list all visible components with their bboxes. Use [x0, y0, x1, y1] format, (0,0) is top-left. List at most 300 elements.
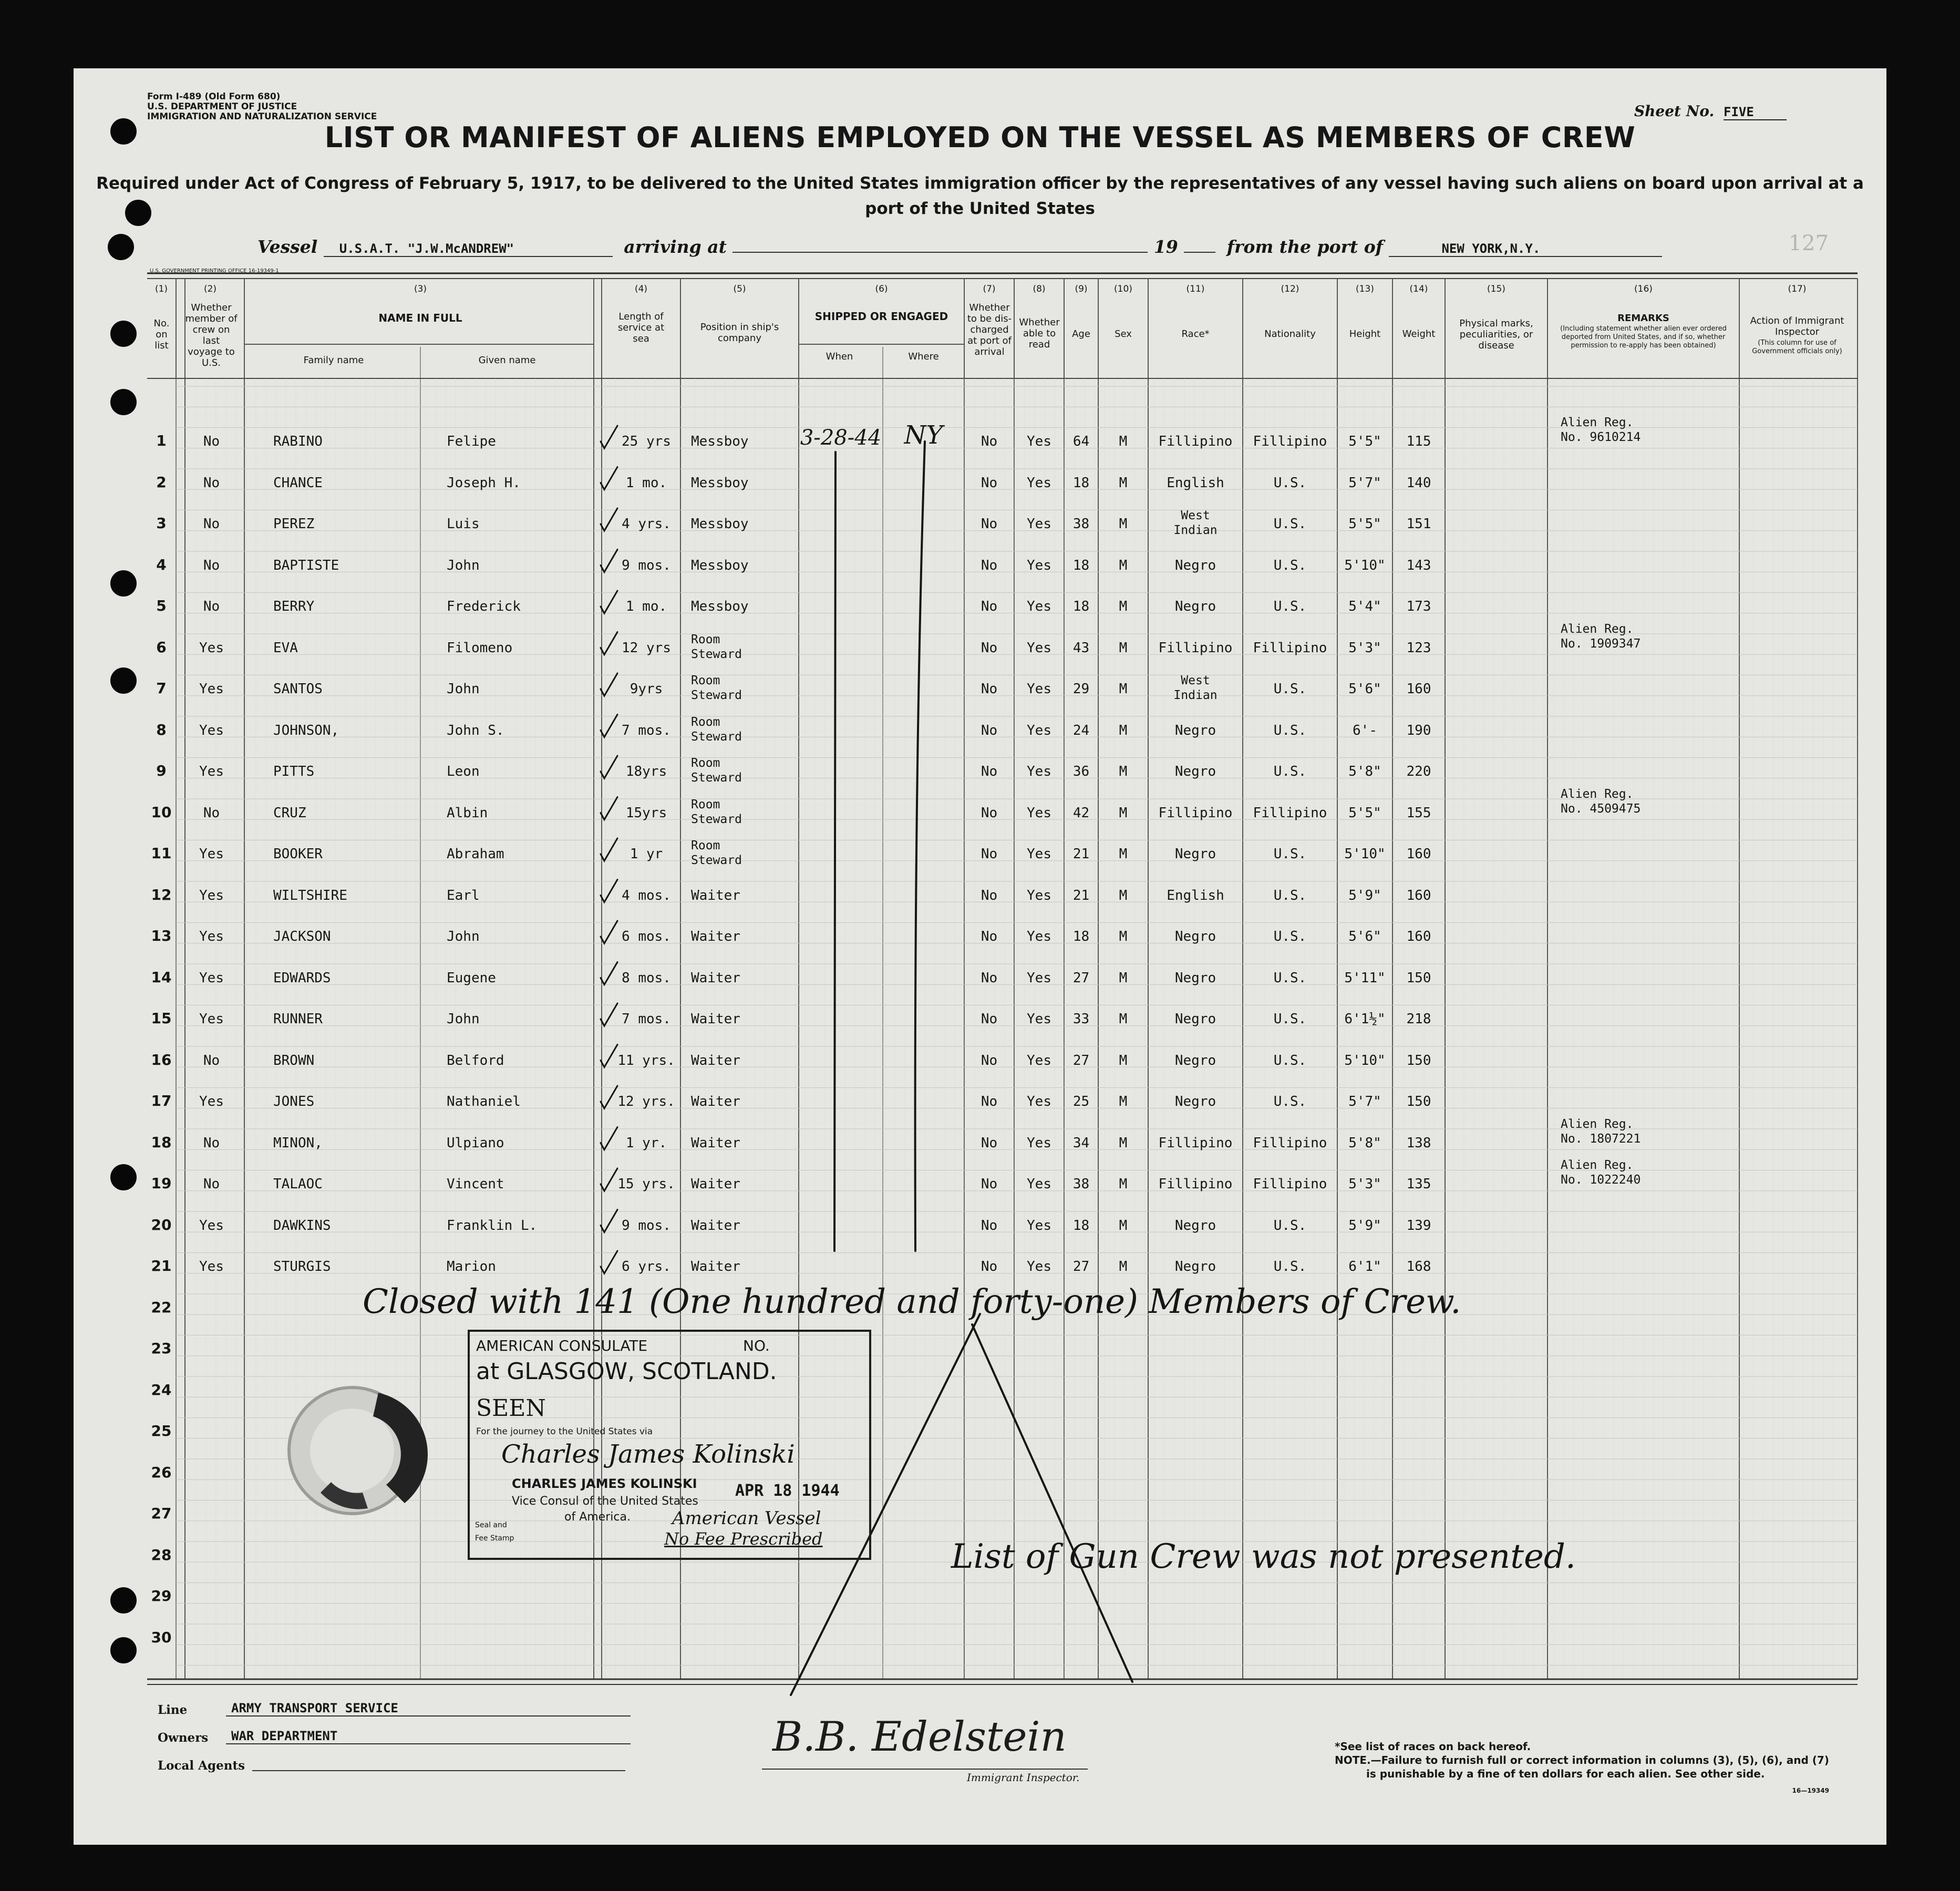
cell-family-name: PEREZ: [273, 516, 315, 532]
cell-remarks: [1561, 1158, 1739, 1187]
cell-given-name: John: [447, 681, 480, 697]
cell-age: 18: [1072, 1217, 1090, 1234]
header-height: Height: [1349, 328, 1381, 340]
cell-remarks-line: No. 1909347: [1561, 636, 1641, 651]
cell-race: [1148, 673, 1243, 703]
cell-height: 5'9": [1348, 1217, 1381, 1234]
cell-member: No: [203, 516, 220, 532]
column-number: (3): [414, 284, 427, 294]
cell-race: Negro: [1174, 557, 1216, 573]
cell-position: [691, 756, 799, 785]
cell-position-line: Steward: [691, 647, 742, 661]
cell-discharged: No: [981, 516, 998, 532]
cell-sex: M: [1119, 1011, 1128, 1027]
cell-member: No: [203, 1176, 220, 1192]
cell-sex: M: [1119, 1135, 1128, 1151]
cell-position: [691, 715, 799, 744]
cell-position: Messboy: [691, 516, 749, 532]
cell-race: Negro: [1174, 1011, 1216, 1027]
cell-race: Negro: [1174, 1052, 1216, 1068]
cell-member: No: [203, 1135, 220, 1151]
consulate-stamp: [468, 1330, 871, 1560]
cell-able-read: Yes: [1027, 1176, 1051, 1192]
cell-service: 9 mos.: [622, 1217, 671, 1234]
row-number: 3: [156, 515, 167, 532]
printing-office-line: U.S. GOVERNMENT PRINTING OFFICE 16-19349-1: [150, 268, 279, 274]
inspector-signature-line: [762, 1769, 1088, 1770]
cell-race: Fillipino: [1158, 640, 1233, 656]
cell-remarks-line: Alien Reg.: [1561, 1158, 1634, 1172]
cell-service: 1 mo.: [625, 599, 667, 614]
cell-discharged: No: [981, 846, 998, 862]
embossed-seal: [273, 1366, 441, 1535]
cell-age: 42: [1072, 805, 1090, 821]
cell-position-line: Steward: [691, 688, 742, 702]
cell-position: Messboy: [691, 434, 749, 449]
cell-remarks: [1561, 787, 1739, 816]
header-action-note: (This column for use of Government officials only): [1752, 339, 1842, 355]
cell-family-name: EDWARDS: [273, 970, 331, 986]
cell-height: 5'7": [1348, 475, 1381, 491]
header-length-service: Length of service at sea: [617, 311, 665, 344]
cell-given-name: John: [447, 929, 480, 944]
row-number: 20: [151, 1216, 172, 1234]
cell-service: 15 yrs.: [617, 1176, 675, 1192]
cell-height: 5'11": [1344, 970, 1386, 986]
cell-nationality: U.S.: [1273, 887, 1307, 903]
cell-race: English: [1167, 887, 1224, 903]
header-remarks-note: (Including statement whether alien ever ordered deported from United States, and if so, whether permission to re-apply has been obtained): [1560, 325, 1727, 350]
cell-service: 7 mos.: [622, 722, 671, 738]
cell-family-name: BERRY: [273, 599, 315, 614]
stamp-handwritten-1: American Vessel: [672, 1508, 821, 1529]
cell-height: 5'3": [1348, 640, 1381, 656]
cell-position: Waiter: [691, 1094, 740, 1109]
cell-able-read: Yes: [1027, 1135, 1051, 1151]
cell-weight: 151: [1406, 516, 1431, 532]
cell-age: 64: [1072, 434, 1090, 449]
vessel-name: U.S.A.T. "J.W.McANDREW": [324, 241, 613, 257]
cell-weight: 160: [1406, 846, 1431, 862]
cell-race: English: [1167, 475, 1224, 491]
cell-member: Yes: [199, 764, 224, 779]
header-family-name: Family name: [303, 355, 364, 366]
cell-able-read: Yes: [1027, 1052, 1051, 1068]
cell-member: No: [203, 557, 220, 573]
cell-member: Yes: [199, 722, 224, 738]
cell-family-name: PITTS: [273, 764, 315, 779]
cell-given-name: Joseph H.: [447, 475, 521, 491]
row-number: 17: [151, 1092, 172, 1109]
cell-position: [691, 797, 799, 827]
cell-nationality: Fillipino: [1253, 1176, 1327, 1192]
cell-member: No: [203, 475, 220, 491]
stamp-officer-title: Vice Consul of the United States: [512, 1495, 698, 1508]
column-number: (11): [1186, 284, 1205, 294]
column-number: (4): [634, 284, 648, 294]
cell-age: 29: [1072, 681, 1090, 697]
cell-sex: M: [1119, 599, 1128, 614]
cell-service: 15yrs: [625, 805, 667, 821]
cell-race: Fillipino: [1158, 805, 1233, 821]
cell-able-read: Yes: [1027, 1259, 1051, 1275]
cell-member: No: [203, 599, 220, 614]
header-name-in-full: NAME IN FULL: [378, 312, 462, 324]
cell-member: Yes: [199, 846, 224, 862]
cell-able-read: Yes: [1027, 887, 1051, 903]
cell-race: Negro: [1174, 1259, 1216, 1275]
row-number: 9: [156, 762, 167, 779]
stamp-location: at GLASGOW, SCOTLAND.: [476, 1358, 777, 1385]
cell-family-name: JONES: [273, 1094, 315, 1109]
column-number: (6): [875, 284, 888, 294]
cell-sex: M: [1119, 516, 1128, 532]
cell-nationality: U.S.: [1273, 1011, 1307, 1027]
header-physical-marks: Physical marks, peculiarities, or disease: [1459, 318, 1533, 351]
cell-member: Yes: [199, 1259, 224, 1275]
cell-weight: 115: [1406, 434, 1431, 449]
cell-weight: 160: [1406, 681, 1431, 697]
cell-position: Waiter: [691, 887, 740, 903]
cell-given-name: Leon: [447, 764, 480, 779]
cell-height: 6'-: [1353, 722, 1377, 738]
cell-given-name: Felipe: [447, 434, 496, 449]
cell-race-line: Indian: [1173, 688, 1218, 702]
column-number: (8): [1033, 284, 1046, 294]
cell-able-read: Yes: [1027, 640, 1051, 656]
cell-given-name: Vincent: [447, 1176, 504, 1192]
cell-weight: 150: [1406, 970, 1431, 986]
header-where: Where: [908, 351, 939, 362]
cell-member: Yes: [199, 887, 224, 903]
owners-label: Owners: [158, 1731, 209, 1745]
stamp-consulate: AMERICAN CONSULATE: [476, 1337, 648, 1354]
cell-given-name: Frederick: [447, 599, 521, 614]
row-number: 18: [151, 1133, 172, 1151]
cell-discharged: No: [981, 929, 998, 944]
cell-position-line: Steward: [691, 729, 742, 744]
cell-nationality: U.S.: [1273, 681, 1307, 697]
cell-member: Yes: [199, 681, 224, 697]
cell-service: 6 mos.: [622, 929, 671, 944]
cell-position-line: Steward: [691, 854, 742, 867]
cell-nationality: Fillipino: [1253, 640, 1327, 656]
cell-position-line: Room: [691, 797, 720, 811]
row-number: 21: [151, 1257, 172, 1275]
cell-weight: 150: [1406, 1094, 1431, 1109]
cell-age: 27: [1072, 970, 1090, 986]
cell-race: Negro: [1174, 846, 1216, 862]
cell-race: Negro: [1174, 1217, 1216, 1234]
cell-position-line: Steward: [691, 771, 742, 785]
sheet-label: Sheet No.: [1634, 102, 1715, 120]
form-number: 16—19349: [1792, 1787, 1829, 1794]
note-races: *See list of races on back hereof.: [1335, 1740, 1531, 1753]
cell-race: Negro: [1174, 599, 1216, 614]
form-id-line: U.S. DEPARTMENT OF JUSTICE: [147, 101, 297, 112]
cell-position: Waiter: [691, 1176, 740, 1192]
cell-position: Messboy: [691, 557, 749, 573]
row-number: 25: [151, 1422, 172, 1440]
row-number: 30: [151, 1628, 172, 1646]
cell-member: Yes: [199, 640, 224, 656]
from-port-value: NEW YORK,N.Y.: [1389, 241, 1662, 257]
column-number: (9): [1075, 284, 1088, 294]
cell-weight: 160: [1406, 929, 1431, 944]
cell-remarks: [1561, 622, 1739, 651]
cell-service: 25 yrs: [622, 434, 671, 449]
cell-service: 6 yrs.: [622, 1259, 671, 1275]
cell-discharged: No: [981, 722, 998, 738]
cell-service: 9yrs: [630, 681, 663, 697]
cell-nationality: U.S.: [1273, 1094, 1307, 1109]
form-id-line: IMMIGRATION AND NATURALIZATION SERVICE: [147, 111, 377, 122]
form-id-line: Form I-489 (Old Form 680): [147, 91, 281, 102]
column-number: (12): [1281, 284, 1299, 294]
header-able-read: Whether able to read: [1019, 317, 1060, 350]
cell-weight: 135: [1406, 1176, 1431, 1192]
cell-member: Yes: [199, 1094, 224, 1109]
cell-discharged: No: [981, 434, 998, 449]
cell-height: 5'3": [1348, 1176, 1381, 1192]
row-number: 28: [151, 1546, 172, 1564]
cell-age: 27: [1072, 1052, 1090, 1068]
footer-agents: [158, 1759, 245, 1773]
cell-sex: M: [1119, 1052, 1128, 1068]
cell-given-name: John S.: [447, 722, 504, 738]
row-number: 4: [156, 556, 167, 573]
cell-race: Negro: [1174, 764, 1216, 779]
cell-sex: M: [1119, 722, 1128, 738]
cell-where: NY: [904, 420, 943, 450]
column-number: (16): [1634, 284, 1653, 294]
cell-given-name: Albin: [447, 805, 488, 821]
cell-age: 33: [1072, 1011, 1090, 1027]
cell-height: 5'8": [1348, 1135, 1381, 1151]
cell-sex: M: [1119, 434, 1128, 449]
cell-service: 1 yr.: [625, 1135, 667, 1151]
cell-race: Negro: [1174, 970, 1216, 986]
cell-member: Yes: [199, 1217, 224, 1234]
cell-age: 34: [1072, 1135, 1090, 1151]
cell-able-read: Yes: [1027, 681, 1051, 697]
agents-label: Local Agents: [158, 1759, 245, 1773]
cell-position: Waiter: [691, 1259, 740, 1275]
cell-race: Fillipino: [1158, 1135, 1233, 1151]
from-port-label: from the port of: [1226, 237, 1383, 257]
cell-height: 5'10": [1344, 1052, 1386, 1068]
cell-remarks-line: No. 9610214: [1561, 430, 1641, 444]
row-number: 12: [151, 886, 172, 903]
cell-service: 7 mos.: [622, 1011, 671, 1027]
cell-when: 3-28-44: [800, 426, 882, 450]
cell-service: 12 yrs.: [617, 1094, 675, 1109]
cell-service: 8 mos.: [622, 970, 671, 986]
cell-family-name: MINON,: [273, 1135, 323, 1151]
cell-height: 5'6": [1348, 929, 1381, 944]
header-action: Action of Immigrant Inspector: [1750, 315, 1844, 337]
column-number: (7): [983, 284, 996, 294]
cell-nationality: U.S.: [1273, 1217, 1307, 1234]
cell-able-read: Yes: [1027, 805, 1051, 821]
cell-able-read: Yes: [1027, 722, 1051, 738]
note-penalty-cont: is punishable by a fine of ten dollars for each alien. See other side.: [1366, 1767, 1765, 1780]
cell-remarks: [1561, 1117, 1739, 1146]
cell-member: Yes: [199, 970, 224, 986]
cell-nationality: U.S.: [1273, 970, 1307, 986]
cell-height: 5'8": [1348, 764, 1381, 779]
column-number: (5): [733, 284, 746, 294]
cell-race: [1148, 508, 1243, 538]
cell-height: 5'5": [1348, 516, 1381, 532]
cell-race-line: West: [1181, 674, 1210, 687]
cell-weight: 140: [1406, 475, 1431, 491]
cell-position: [691, 632, 799, 662]
column-number: (10): [1114, 284, 1132, 294]
cell-nationality: U.S.: [1273, 475, 1307, 491]
cell-discharged: No: [981, 557, 998, 573]
cell-family-name: WILTSHIRE: [273, 887, 347, 903]
cell-sex: M: [1119, 887, 1128, 903]
header-sex: Sex: [1115, 328, 1132, 340]
cell-height: 5'7": [1348, 1094, 1381, 1109]
cell-race: Fillipino: [1158, 434, 1233, 449]
cell-race: Negro: [1174, 929, 1216, 944]
footer-owners: [158, 1729, 338, 1745]
cell-sex: M: [1119, 1217, 1128, 1234]
header-weight: Weight: [1402, 328, 1436, 340]
column-number: (13): [1356, 284, 1374, 294]
closing-note: Closed with 141 (One hundred and forty-one) Members of Crew.: [363, 1282, 1461, 1321]
cell-given-name: Nathaniel: [447, 1094, 521, 1109]
year-label: 19: [1153, 237, 1178, 257]
cell-able-read: Yes: [1027, 1011, 1051, 1027]
cell-member: No: [203, 1052, 220, 1068]
cell-service: 9 mos.: [622, 557, 671, 573]
cell-nationality: Fillipino: [1253, 805, 1327, 821]
page-subtitle: Required under Act of Congress of February 5, 1917, to be delivered to the United States immigration officer by the representatives of any vessel having such aliens on board upon arrival at a port of the United States: [96, 174, 1864, 218]
cell-position: [691, 838, 799, 868]
cell-weight: 123: [1406, 640, 1431, 656]
header-member-last-voyage: Whether member of crew on last voyage to U.S.: [185, 302, 238, 368]
cell-given-name: Belford: [447, 1052, 504, 1068]
agents-value: [252, 1756, 625, 1771]
stamp-no-label: NO.: [743, 1337, 770, 1354]
row-number: 27: [151, 1505, 172, 1522]
cell-position: Messboy: [691, 599, 749, 614]
footer-notes: [1335, 1740, 1829, 1797]
column-number: (2): [203, 284, 217, 294]
cell-service: 4 mos.: [622, 887, 671, 903]
cell-able-read: Yes: [1027, 764, 1051, 779]
cell-discharged: No: [981, 1011, 998, 1027]
cell-position: Waiter: [691, 1217, 740, 1234]
cell-service: 1 yr: [630, 846, 663, 862]
cell-weight: 190: [1406, 722, 1431, 738]
header-race: Race*: [1181, 328, 1210, 340]
cell-discharged: No: [981, 1094, 998, 1109]
cell-able-read: Yes: [1027, 846, 1051, 862]
cell-position-line: Room: [691, 632, 720, 646]
column-number: (15): [1487, 284, 1505, 294]
cell-position: Messboy: [691, 475, 749, 491]
cell-family-name: DAWKINS: [273, 1217, 331, 1234]
cell-member: No: [203, 805, 220, 821]
cell-given-name: Eugene: [447, 970, 496, 986]
cell-age: 38: [1072, 516, 1090, 532]
cell-given-name: Franklin L.: [447, 1217, 538, 1234]
cell-position: Waiter: [691, 929, 740, 944]
cell-position: Waiter: [691, 970, 740, 986]
cell-sex: M: [1119, 1259, 1128, 1275]
cell-age: 24: [1072, 722, 1090, 738]
cell-height: 5'9": [1348, 887, 1381, 903]
cell-race: Negro: [1174, 1094, 1216, 1109]
cell-able-read: Yes: [1027, 557, 1051, 573]
cell-remarks-line: No. 1022240: [1561, 1173, 1641, 1187]
cell-height: 5'10": [1344, 846, 1386, 862]
stamp-journey: For the journey to the United States via: [476, 1426, 653, 1437]
cell-family-name: BROWN: [273, 1052, 315, 1068]
cell-remarks-line: Alien Reg.: [1561, 787, 1634, 801]
cell-discharged: No: [981, 640, 998, 656]
cell-weight: 139: [1406, 1217, 1431, 1234]
cell-weight: 168: [1406, 1259, 1431, 1275]
column-number: (17): [1788, 284, 1807, 294]
cell-sex: M: [1119, 681, 1128, 697]
cell-remarks-line: Alien Reg.: [1561, 416, 1634, 429]
cell-family-name: RABINO: [273, 434, 323, 449]
column-number: (14): [1409, 284, 1428, 294]
cell-sex: M: [1119, 1094, 1128, 1109]
cell-family-name: JOHNSON,: [273, 722, 339, 738]
cell-height: 5'5": [1348, 434, 1381, 449]
cell-age: 27: [1072, 1259, 1090, 1275]
header-no-on-list: No. on list: [153, 318, 170, 351]
cell-sex: M: [1119, 929, 1128, 944]
row-number: 5: [156, 597, 167, 614]
cell-sex: M: [1119, 970, 1128, 986]
cell-sex: M: [1119, 640, 1128, 656]
cell-able-read: Yes: [1027, 929, 1051, 944]
cell-able-read: Yes: [1027, 1094, 1051, 1109]
pencil-page-number: 127: [1788, 231, 1829, 255]
cell-discharged: No: [981, 764, 998, 779]
row-number: 14: [151, 968, 172, 986]
owners-value: WAR DEPARTMENT: [226, 1729, 631, 1744]
cell-height: 5'4": [1348, 599, 1381, 614]
cell-remarks-line: Alien Reg.: [1561, 1117, 1634, 1131]
stamp-fee-label: Fee Stamp: [475, 1534, 514, 1543]
cell-member: Yes: [199, 929, 224, 944]
cell-race: Negro: [1174, 722, 1216, 738]
cell-position-line: Room: [691, 674, 720, 687]
row-number: 6: [156, 638, 167, 656]
stamp-of-america: of America.: [564, 1510, 631, 1524]
gun-crew-note: List of Gun Crew was not presented.: [951, 1537, 1576, 1576]
cell-discharged: No: [981, 1135, 998, 1151]
row-number: 8: [156, 721, 167, 738]
cell-sex: M: [1119, 475, 1128, 491]
cell-position-line: Room: [691, 756, 720, 770]
cell-discharged: No: [981, 475, 998, 491]
cell-weight: 138: [1406, 1135, 1431, 1151]
cell-given-name: John: [447, 1011, 480, 1027]
cell-position: Waiter: [691, 1052, 740, 1068]
cell-position: [691, 673, 799, 703]
cell-family-name: EVA: [273, 640, 298, 656]
cell-given-name: Abraham: [447, 846, 504, 862]
